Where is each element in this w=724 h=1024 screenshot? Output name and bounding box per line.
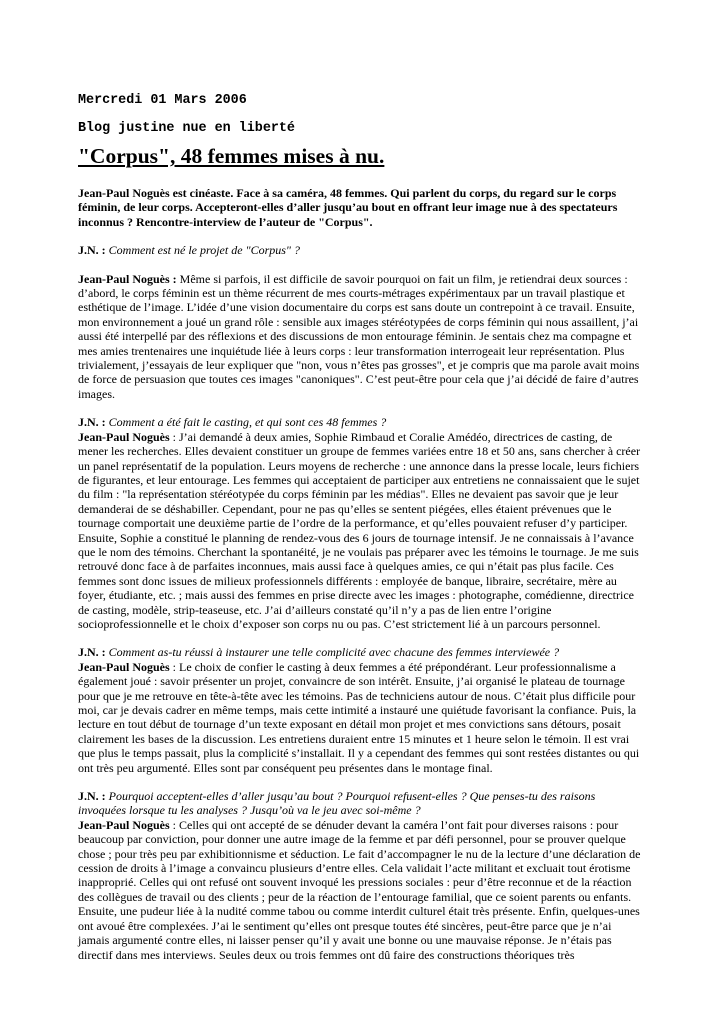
answer-text: : Le choix de confier le casting à deux femmes a été prépondérant. Leur professionnalisme a également joué : savoir présenter un projet, convaincre de son intérêt. Ensuite, j’ai organisé le plateau de tournage pour que je me retrouve en tête-à-tête avec les témoins. Pas de techniciens autour de nous. C’était plus difficile pour moi, car je devais cadrer en même temps, mais cette intimité a instauré une quiétude favorisant la confiance. Puis, la lecture en tout début de tournage d’un texte exposant en détail mon projet et mes convictions sans détours, posait clairement les bases de la discussion. Les entretiens duraient entre 15 minutes et 1 heure selon le témoin. Il est vrai que plus le temps passait, plus la complicité s’installait. Il y a cependant des femmes qui sont restées distantes ou qui ont très peu argumenté. Elles sont par conséquent peu présentes dans le montage final.: [78, 659, 640, 775]
article-intro: Jean-Paul Noguès est cinéaste. Face à sa caméra, 48 femmes. Qui parlent du corps, du regard sur le corps féminin, de leur corps. Accepteront-elles d’aller jusqu’au bout en offrant leur image nue à des spectateurs inconnus ? Rencontre-interview de l’auteur de "Corpus".: [78, 186, 618, 229]
answer-text: : Celles qui ont accepté de se dénuder devant la caméra l’ont fait pour diverses raisons : pour beaucoup par conviction, pour donner une autre image de la femme et par défi personnel, pour se prouver quelque chose ; pour très peu par exhibitionnisme et séduction. Le fait d’accompagner le nu de la lecture d’une déclaration de cession de droits à l’image a convaincu plusieurs d’entre elles. Cela validait l’acte militant et excluait tout érotisme inapproprié. Celles qui ont refusé ont souvent invoqué les pressions sociales : peur d’être reconnue et de la réaction des collègues de travail ou des clients ; peur de la réaction de l’entourage familial, que ce soient parents ou enfants. Ensuite, une pudeur liée à la nudité comme tabou ou comme interdit culturel était très présente. Enfin, quelques-unes ont avoué être complexées. J’ai le sentiment qu’elles ont presque toutes été sincères, peut-être parce que je n’ai jamais argumenté contre elles, ni laisser penser qu’il y avait une bonne ou une mauvaise réponse. Je n’étais pas directif dans mes interviews. Seules deux ou trois femmes ont dû faire des constructions théoriques très: [78, 817, 641, 962]
speaker-label: Jean-Paul Noguès :: [78, 271, 177, 286]
question-text: Comment est né le projet de "Corpus" ?: [108, 243, 300, 258]
article-title: "Corpus", 48 femmes mises à nu.: [78, 144, 385, 168]
answer-text: : J’ai demandé à deux amies, Sophie Rimbaud et Coralie Amédéo, directrices de casting, de mener les recherches. Elles devaient constituer un groupe de femmes variées entre 18 et 50 ans, sans chercher à créer un panel représentatif de la population. Leurs moyens de recherche : une annonce dans la presse locale, leurs fichiers de figurantes, et leur entourage. Les femmes qui acceptaient de participer aux entretiens ne connaissaient que le sujet du film : "la représentation stéréotypée du corps féminin par les médias". Elles ne devaient pas savoir que je leur demanderai de se déshabiller. Cependant, pour ne pas qu’elles se sentent piégées, elles étaient prévenues que le tournage comportait une deuxième partie de l’ordre de la performance, et qu’elles pouvaient refuser d’y participer. Ensuite, Sophie a constitué le planning de rendez-vous des 6 jours de tournage intensif. Je ne connaissais à l’avance que le nom des témoins. Cherchant la spontanéité, je ne voulais pas préparer avec les témoins le tournage. Je me suis retrouvé donc face à de parfaites inconnues, mais aussi face à quelques amies, ce qui n’était pas plus facile. Ces femmes sont donc issues de milieux professionnels différents : employée de banque, libraire, secrétaire, mère au foyer, étudiante, etc. ; mais aussi des femmes en prise directe avec les images : photographe, comédienne, directrice de casting, modèle, strip-teaseuse, etc. J’ai d’ailleurs constaté qu’il n’y a pas de lien entre l’origine socioprofessionnelle et le choix d’exposer son corps nu ou pas. C’est strictement lié à un parcours personnel.: [78, 429, 641, 631]
post-date: Mercredi 01 Mars 2006: [78, 93, 247, 108]
interviewer-label: J.N. :: [78, 243, 106, 258]
answer-4: [78, 818, 644, 962]
answer-3: [78, 660, 644, 775]
interviewer-label: J.N. :: [78, 645, 106, 660]
question-3: [78, 645, 644, 659]
answer-text: Même si parfois, il est difficile de savoir pourquoi on fait un film, je retiendrai deux sources : d’abord, le corps féminin est un thème récurrent de mes courts-métrages expérimentaux par un travail plastique et esthétique de l’image. L’idée d’une vision documentaire du corps est sans doute un contrepoint à ce travail. Ensuite, mon environnement a joué un grand rôle : sensible aux images stéréotypées de corps féminin qui nous assaillent, j’ai aussi été interpellé par des réflexions et des discussions de mon entourage féminin. Je sentais chez ma compagne et mes amies trentenaires une inquiétude liée à leurs corps : leur transformation interrogeait leur représentation. Plus trivialement, j’essayais de leur expliquer que "non, vous n’êtes pas grosses", et je compris que ma parole avait moins de force de persuasion que toutes ces images "canoniques". C’est peut-être pour cela que j’ai décidé de faire d’autres images.: [78, 271, 640, 401]
answer-1: [78, 272, 644, 402]
question-text: Comment as-tu réussi à instaurer une telle complicité avec chacune des femmes interviewée ?: [108, 645, 560, 660]
interviewer-label: J.N. :: [78, 415, 106, 430]
question-text: Pourquoi acceptent-elles d’aller jusqu’au bout ? Pourquoi refusent-elles ? Que penses-tu des raisons invoquées lorsque tu les analyses ? Jusqu’où va le jeu avec soi-même ?: [78, 789, 596, 818]
question-2: [78, 415, 644, 429]
answer-2: [78, 430, 644, 632]
question-4: [78, 789, 644, 818]
interviewer-label: J.N. :: [78, 789, 106, 804]
speaker-label: Jean-Paul Noguès: [78, 429, 170, 444]
speaker-label: Jean-Paul Noguès: [78, 659, 170, 674]
speaker-label: Jean-Paul Noguès: [78, 817, 170, 832]
blog-name: Blog justine nue en liberté: [78, 121, 295, 136]
question-text: Comment a été fait le casting, et qui sont ces 48 femmes ?: [108, 415, 387, 430]
document-page: [78, 93, 644, 976]
question-1: [78, 243, 644, 257]
